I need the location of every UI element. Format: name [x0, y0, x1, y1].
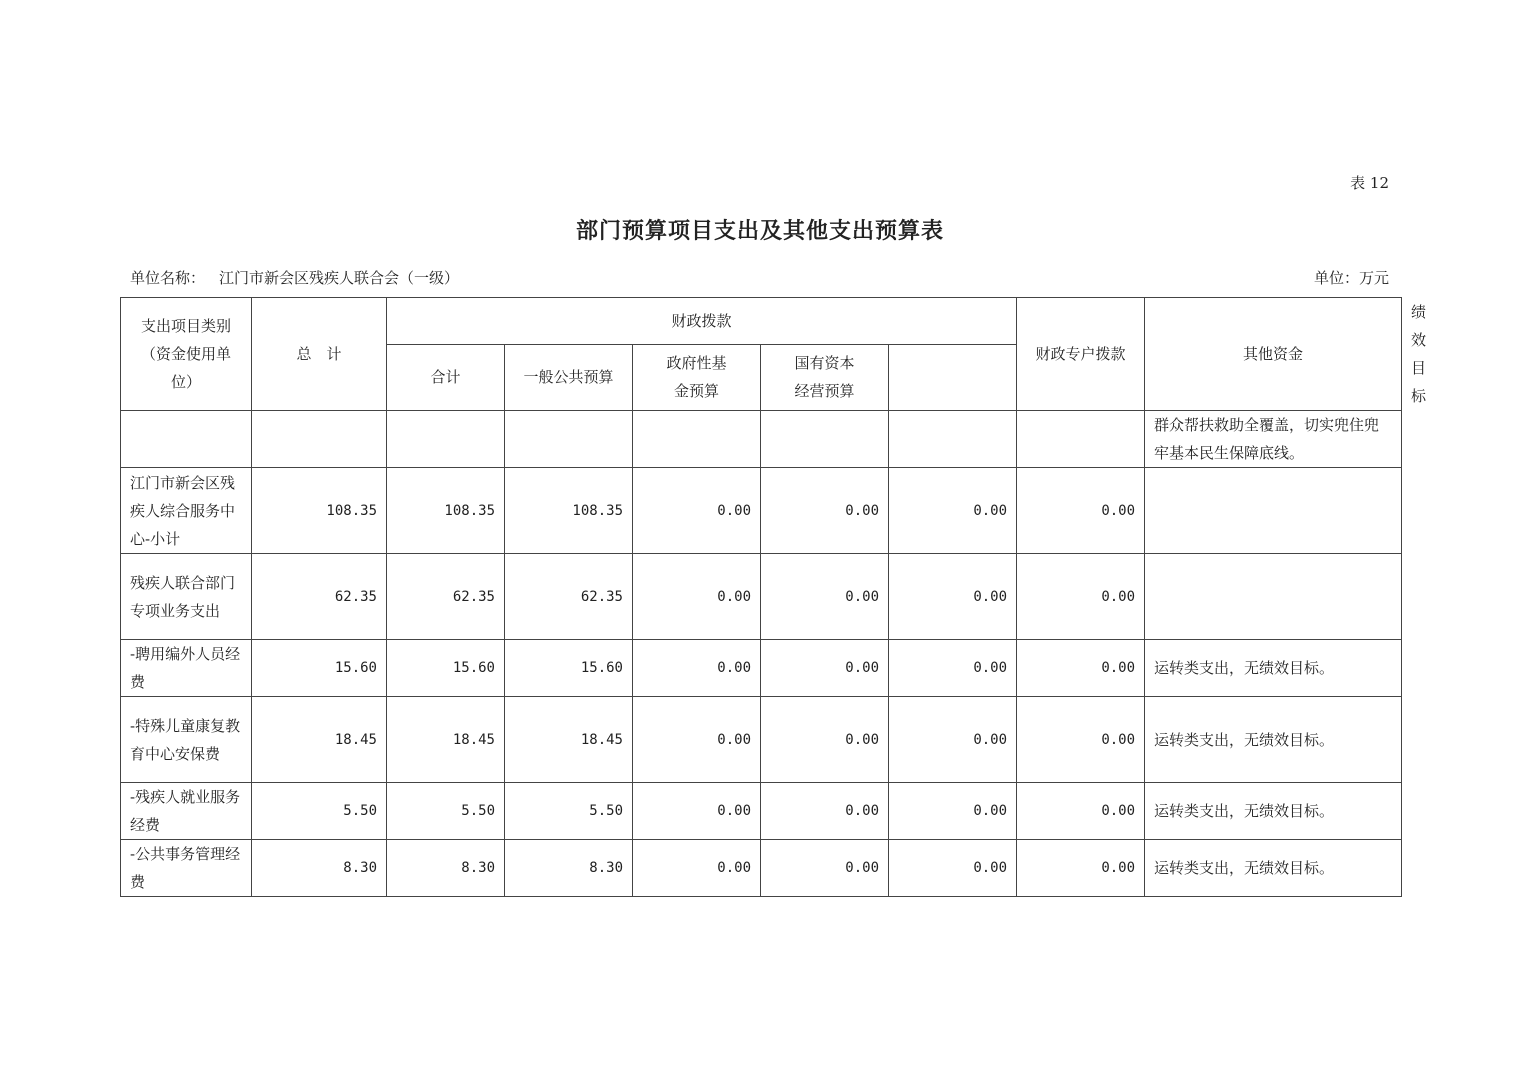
row-subtotal	[387, 411, 505, 468]
row-special: 0.00	[889, 640, 1017, 697]
row-subtotal: 15.60	[387, 640, 505, 697]
row-goal: 运转类支出，无绩效目标。	[1145, 840, 1402, 897]
row-other: 0.00	[1017, 640, 1145, 697]
row-gov-fund: 0.00	[633, 697, 761, 783]
row-goal: 运转类支出，无绩效目标。	[1145, 697, 1402, 783]
header-special: 财政专户拨款	[1017, 298, 1145, 411]
row-category: -公共事务管理经费	[121, 840, 252, 897]
row-subtotal: 108.35	[387, 468, 505, 554]
table-row	[121, 783, 1402, 840]
row-total: 108.35	[252, 468, 387, 554]
row-general	[505, 411, 633, 468]
row-special	[889, 411, 1017, 468]
row-total: 15.60	[252, 640, 387, 697]
row-total: 62.35	[252, 554, 387, 640]
row-goal	[1145, 468, 1402, 554]
row-state-capital: 0.00	[761, 697, 889, 783]
row-goal: 运转类支出，无绩效目标。	[1145, 640, 1402, 697]
row-total: 5.50	[252, 783, 387, 840]
row-general: 5.50	[505, 783, 633, 840]
header-fiscal: 财政拨款	[387, 298, 1017, 345]
row-other: 0.00	[1017, 783, 1145, 840]
row-state-capital: 0.00	[761, 640, 889, 697]
row-special: 0.00	[889, 468, 1017, 554]
row-subtotal: 8.30	[387, 840, 505, 897]
row-subtotal: 18.45	[387, 697, 505, 783]
row-state-capital: 0.00	[761, 840, 889, 897]
row-general: 15.60	[505, 640, 633, 697]
row-gov-fund: 0.00	[633, 840, 761, 897]
table-row	[121, 411, 1402, 468]
header-general: 一般公共预算	[505, 344, 633, 410]
row-special: 0.00	[889, 697, 1017, 783]
row-total: 8.30	[252, 840, 387, 897]
table-row	[121, 640, 1402, 697]
header-category: 支出项目类别（资金使用单位）	[121, 298, 252, 411]
row-other	[1017, 411, 1145, 468]
table-row	[121, 554, 1402, 640]
row-goal	[1145, 554, 1402, 640]
row-general: 8.30	[505, 840, 633, 897]
header-other: 其他资金	[1145, 298, 1402, 411]
row-general: 62.35	[505, 554, 633, 640]
row-other: 0.00	[1017, 468, 1145, 554]
row-total	[252, 411, 387, 468]
row-other: 0.00	[1017, 840, 1145, 897]
row-category	[121, 411, 252, 468]
table-number: 表 12	[1350, 174, 1389, 192]
row-state-capital: 0.00	[761, 783, 889, 840]
row-state-capital: 0.00	[761, 554, 889, 640]
row-special: 0.00	[889, 783, 1017, 840]
row-goal: 运转类支出，无绩效目标。	[1145, 783, 1402, 840]
header-subtotal: 合计	[387, 344, 505, 410]
header-total: 总 计	[252, 298, 387, 411]
row-gov-fund	[633, 411, 761, 468]
row-category: -残疾人就业服务经费	[121, 783, 252, 840]
page-title: 部门预算项目支出及其他支出预算表	[575, 218, 944, 244]
row-total: 18.45	[252, 697, 387, 783]
row-state-capital: 0.00	[761, 468, 889, 554]
row-general: 108.35	[505, 468, 633, 554]
row-category: -特殊儿童康复教育中心安保费	[121, 697, 252, 783]
budget-table	[120, 297, 1427, 897]
table-row	[121, 840, 1402, 897]
row-subtotal: 62.35	[387, 554, 505, 640]
row-other: 0.00	[1017, 554, 1145, 640]
row-gov-fund: 0.00	[633, 554, 761, 640]
row-category: 残疾人联合部门专项业务支出	[121, 554, 252, 640]
unit-name-label: 单位名称：	[130, 269, 206, 287]
header-gov-fund: 政府性基金预算	[633, 344, 761, 410]
unit-name-line	[130, 267, 459, 288]
header-state-capital: 国有资本经营预算	[761, 344, 889, 410]
currency-unit: 单位：万元	[1313, 269, 1389, 287]
row-category: -聘用编外人员经费	[121, 640, 252, 697]
row-category: 江门市新会区残疾人综合服务中心-小计	[121, 468, 252, 554]
header-row-1: 支出项目类别（资金使用单位） 总 计 财政拨款 财政专户拨款 其他资金 绩效目标	[121, 298, 1402, 345]
row-gov-fund: 0.00	[633, 783, 761, 840]
row-special: 0.00	[889, 840, 1017, 897]
row-gov-fund: 0.00	[633, 640, 761, 697]
row-gov-fund: 0.00	[633, 468, 761, 554]
row-subtotal: 5.50	[387, 783, 505, 840]
table-row	[121, 468, 1402, 554]
unit-name-value: 江门市新会区残疾人联合会（一级）	[219, 269, 460, 287]
row-state-capital	[761, 411, 889, 468]
row-special: 0.00	[889, 554, 1017, 640]
row-other: 0.00	[1017, 697, 1145, 783]
table-row	[121, 697, 1402, 783]
row-general: 18.45	[505, 697, 633, 783]
row-goal: 群众帮扶救助全覆盖，切实兜住兜牢基本民生保障底线。	[1145, 411, 1402, 468]
